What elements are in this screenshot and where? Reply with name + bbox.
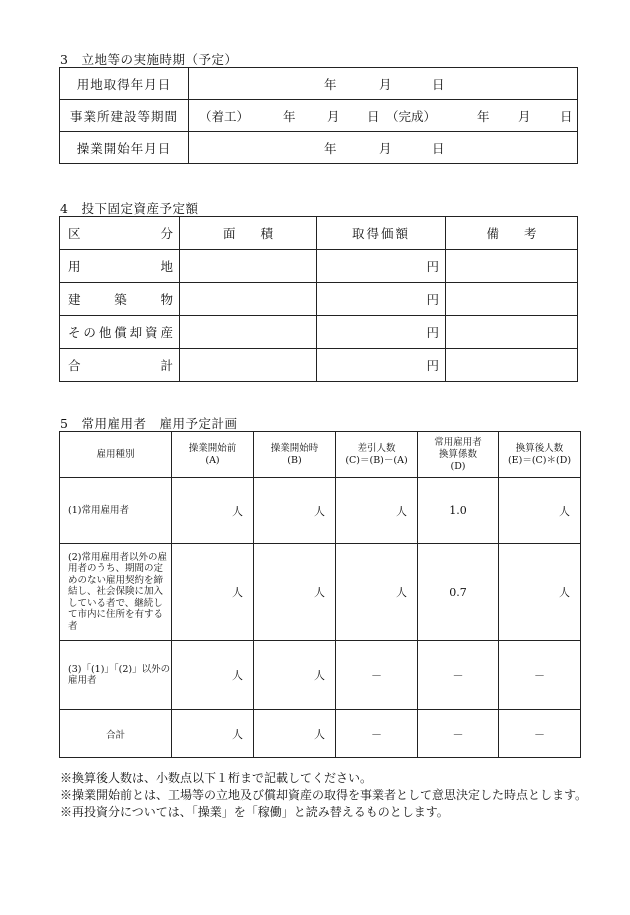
month-label: 月	[518, 108, 531, 124]
table-row	[60, 349, 578, 382]
total-before-field[interactable]: 人	[172, 710, 254, 758]
header-category-label: 区 分	[68, 226, 173, 241]
start-label: （着工）	[199, 108, 250, 124]
note-item: ※換算後人数は、小数点以下１桁まで記載してください。	[60, 771, 373, 785]
building-remarks-field[interactable]	[446, 283, 578, 316]
row-label-construction-period: 事業所建設等期間	[60, 100, 189, 132]
row-label-other-assets	[60, 316, 180, 349]
nonregular-at-field[interactable]: 人	[254, 544, 336, 641]
fixed-assets-table	[59, 216, 578, 382]
row-label-land-acquisition: 用地取得年月日	[60, 68, 189, 100]
table-row	[60, 641, 581, 710]
nonregular-before-field[interactable]: 人	[172, 544, 254, 641]
note-item: ※操業開始前とは、工場等の立地及び償却資産の取得を事業者として意思決定した時点とします。	[60, 788, 588, 802]
row-label-land	[60, 250, 180, 283]
year-label: 年	[324, 140, 337, 156]
header-area: 面 積	[180, 217, 317, 250]
row-label-regular-employees: (1)常用雇用者	[60, 478, 172, 544]
total-diff-dash: －	[336, 710, 418, 758]
total-at-field[interactable]: 人	[254, 710, 336, 758]
schedule-table	[59, 67, 578, 164]
month-label: 月	[327, 108, 340, 124]
row-label-total-text: 合 計	[68, 358, 173, 373]
construction-period-field[interactable]	[189, 100, 578, 132]
row-label-building	[60, 283, 180, 316]
regular-converted-field[interactable]: 人	[499, 478, 581, 544]
day-label: 日	[432, 76, 445, 92]
other-assets-remarks-field[interactable]	[446, 316, 578, 349]
other-before-field[interactable]: 人	[172, 641, 254, 710]
other-at-field[interactable]: 人	[254, 641, 336, 710]
row-label-building-text: 建 築 物	[68, 292, 173, 307]
header-remarks: 備 考	[446, 217, 578, 250]
header-acquisition-value-label: 取得価額	[351, 226, 410, 241]
other-converted-dash: －	[499, 641, 581, 710]
table-row	[60, 132, 578, 164]
total-value-field[interactable]: 円	[317, 349, 446, 382]
header-category	[60, 217, 180, 250]
row-label-land-text: 用 地	[68, 259, 173, 274]
year-label: 年	[283, 108, 296, 124]
header-difference: 差引人数 (C)＝(B)－(A)	[336, 432, 418, 478]
row-label-operation-start: 操業開始年月日	[60, 132, 189, 164]
table-row	[60, 283, 578, 316]
other-coefficient-dash: －	[418, 641, 499, 710]
month-label: 月	[379, 140, 392, 156]
table-row	[60, 217, 578, 250]
header-conversion-coefficient: 常用雇用者 換算係数 (D)	[418, 432, 499, 478]
end-label: （完成）	[386, 108, 437, 124]
table-row	[60, 68, 578, 100]
table-row	[60, 478, 581, 544]
header-at-operation: 操業開始時 (B)	[254, 432, 336, 478]
day-label: 日	[367, 108, 380, 124]
nonregular-converted-field[interactable]: 人	[499, 544, 581, 641]
table-row	[60, 316, 578, 349]
row-label-total: 合計	[60, 710, 172, 758]
nonregular-diff-field[interactable]: 人	[336, 544, 418, 641]
row-label-other-employees: (3)「(1)」「(2)」以外の雇用者	[60, 641, 172, 710]
regular-before-field[interactable]: 人	[172, 478, 254, 544]
total-remarks-field[interactable]	[446, 349, 578, 382]
month-label: 月	[379, 76, 392, 92]
row-label-total	[60, 349, 180, 382]
land-acquisition-date-field[interactable]	[189, 68, 578, 100]
other-diff-dash: －	[336, 641, 418, 710]
total-converted-dash: －	[499, 710, 581, 758]
row-label-other-assets-text: そ の 他 償 却 資 産	[68, 325, 173, 340]
total-area-field[interactable]	[180, 349, 317, 382]
operation-start-date-field[interactable]	[189, 132, 578, 164]
regular-diff-field[interactable]: 人	[336, 478, 418, 544]
nonregular-coefficient: 0.7	[418, 544, 499, 641]
section5-title: 5 常用雇用者 雇用予定計画	[60, 416, 238, 431]
header-acquisition-value	[317, 217, 446, 250]
notes	[60, 770, 590, 821]
table-row	[60, 250, 578, 283]
row-label-non-regular-employees: (2)常用雇用者以外の雇用者のうち、期間の定めのない雇用契約を締結し、社会保険に加入している者で、継続して市内に住所を有する者	[60, 544, 172, 641]
other-assets-area-field[interactable]	[180, 316, 317, 349]
regular-at-field[interactable]: 人	[254, 478, 336, 544]
land-remarks-field[interactable]	[446, 250, 578, 283]
employment-plan-table	[59, 431, 581, 758]
land-value-field[interactable]: 円	[317, 250, 446, 283]
year-label: 年	[477, 108, 490, 124]
header-before-operation: 操業開始前 (A)	[172, 432, 254, 478]
table-row	[60, 544, 581, 641]
day-label: 日	[560, 108, 573, 124]
year-label: 年	[324, 76, 337, 92]
regular-coefficient: 1.0	[418, 478, 499, 544]
other-assets-value-field[interactable]: 円	[317, 316, 446, 349]
total-coefficient-dash: －	[418, 710, 499, 758]
land-area-field[interactable]	[180, 250, 317, 283]
table-row	[60, 432, 581, 478]
building-area-field[interactable]	[180, 283, 317, 316]
table-row	[60, 100, 578, 132]
building-value-field[interactable]: 円	[317, 283, 446, 316]
table-row	[60, 710, 581, 758]
header-converted-count: 換算後人数 (E)＝(C)＊(D)	[499, 432, 581, 478]
note-item: ※再投資分については、「操業」を「稼働」と読み替えるものとします。	[60, 805, 449, 819]
header-employment-type: 雇用種別	[60, 432, 172, 478]
section4-title: 4 投下固定資産予定額	[60, 201, 199, 216]
day-label: 日	[432, 140, 445, 156]
section3-title: 3 立地等の実施時期（予定）	[60, 52, 238, 67]
